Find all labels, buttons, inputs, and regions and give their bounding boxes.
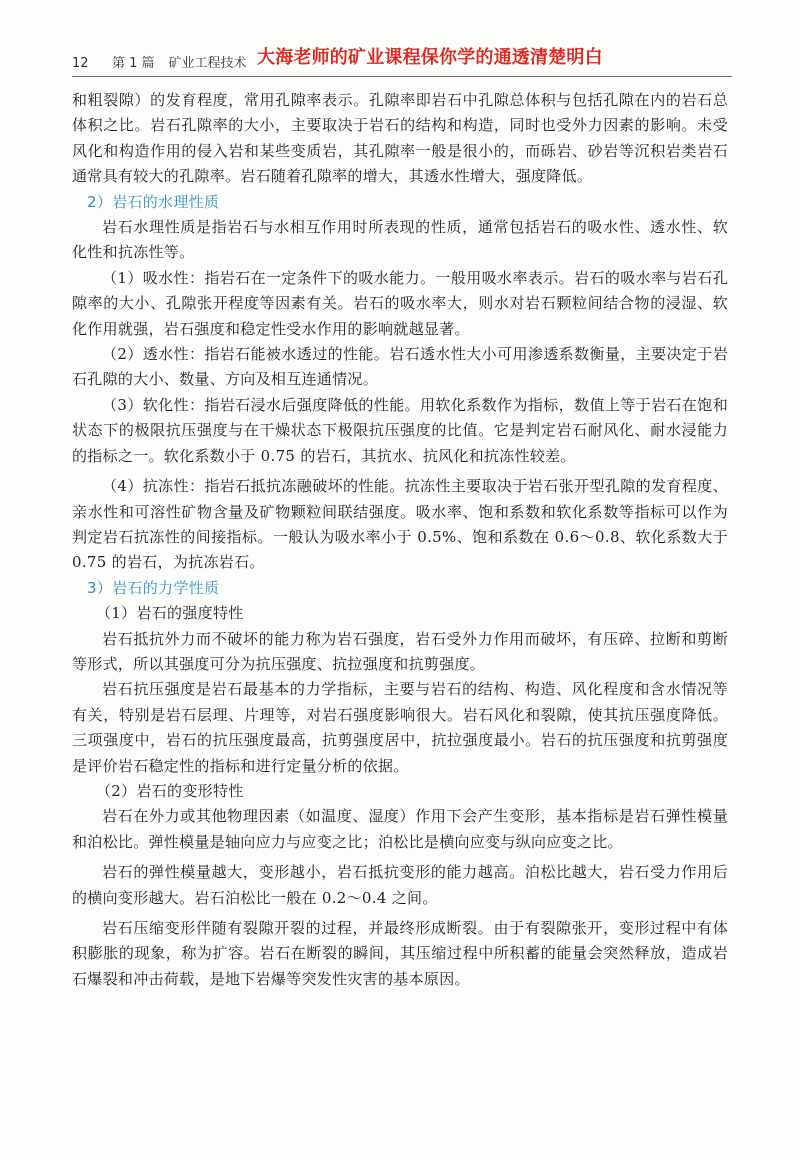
paragraph: 岩石抗压强度是岩石最基本的力学指标，主要与岩石的结构、构造、风化程度和含水情况等有关，特别是岩石层理、片理等，对岩石强度影响很大。岩石风化和裂隙，使其抗压强度降低。三项强度中，岩石的抗压强度最高，抗剪强度居中，抗拉强度最小。岩石的抗压强度和抗剪强度是评价岩石稳定性的指标和进行定量分析的依据。 (72, 680, 728, 775)
section-heading-water: 2）岩石的水理性质 (87, 192, 220, 211)
paragraph: 和粗裂隙）的发育程度，常用孔隙率表示。孔隙率即岩石中孔隙总体积与包括孔隙在内的岩石总体积之比。岩石孔隙率的大小，主要取决于岩石的结构和构造，同时也受外力因素的影响。未受风化和构造作用的侵入岩和某些变质岩，其孔隙率一般是很小的，而砾岩、砂岩等沉积岩类岩石通常具有较大的孔隙率。岩石随着孔隙率的增大，其透水性增大，强度降低。 (72, 91, 728, 186)
paragraph: 岩石水理性质是指岩石与水相互作用时所表现的性质，通常包括岩石的吸水性、透水性、软化性和抗冻性等。 (72, 218, 728, 262)
section-title: 矿业工程技术 (168, 56, 247, 71)
section-heading-mechanics: 3）岩石的力学性质 (87, 578, 220, 597)
paragraph: （3）软化性：指岩石浸水后强度降低的性能。用软化系数作为指标，数值上等于岩石在饱和状态下的极限抗压强度与在干燥状态下极限抗压强度的比值。它是判定岩石耐风化、耐水浸能力的指标之一。软化系数小于 0.75 的岩石，其抗水、抗风化和抗冻性较差。 (72, 395, 728, 465)
page-body (72, 88, 728, 992)
subheading-strength: （1）岩石的强度特性 (96, 604, 244, 623)
page-number: 12 (72, 56, 89, 71)
page-header (72, 47, 732, 77)
paragraph: （2）透水性：指岩石能被水透过的性能。岩石透水性大小可用渗透系数衡量，主要决定于岩石孔隙的大小、数量、方向及相互连通情况。 (72, 345, 728, 389)
subheading-deformation: （2）岩石的变形特性 (96, 781, 244, 800)
paragraph: 岩石抵抗外力而不破坏的能力称为岩石强度，岩石受外力作用而破坏，有压碎、拉断和剪断等形式，所以其强度可分为抗压强度、抗拉强度和抗剪强度。 (72, 629, 728, 673)
paragraph: （4）抗冻性：指岩石抵抗冻融破坏的性能。抗冻性主要取决于岩石张开型孔隙的发育程度、亲水性和可溶性矿物含量及矿物颗粒间联结强度。吸水率、饱和系数和软化系数等指标可以作为判定岩石抗冻性的间接指标。一般认为吸水率小于 0.5%、饱和系数在 0.6～0.8、软化系数大于 0.75 的岩石，为抗冻岩石。 (72, 477, 728, 572)
paragraph: 岩石的弹性模量越大，变形越小，岩石抵抗变形的能力越高。泊松比越大，岩石受力作用后的横向变形越大。岩石泊松比一般在 0.2～0.4 之间。 (72, 863, 728, 907)
paragraph: 岩石在外力或其他物理因素（如温度、湿度）作用下会产生变形，基本指标是岩石弹性模量和泊松比。弹性模量是轴向应力与应变之比；泊松比是横向应变与纵向应变之比。 (72, 807, 728, 851)
paragraph: 岩石压缩变形伴随有裂隙开裂的过程，并最终形成断裂。由于有裂隙张开，变形过程中有体积膨胀的现象，称为扩容。岩石在断裂的瞬间，其压缩过程中所积蓄的能量会突然释放，造成岩石爆裂和冲击荷载，是地下岩爆等突发性灾害的基本原因。 (72, 919, 728, 988)
paragraph: （1）吸水性：指岩石在一定条件下的吸水能力。一般用吸水率表示。岩石的吸水率与岩石孔隙率的大小、孔隙张开程度等因素有关。岩石的吸水率大，则水对岩石颗粒间结合物的浸湿、软化作用就强，岩石强度和稳定性受水作用的影响就越显著。 (72, 268, 728, 338)
part-label: 第 1 篇 (112, 56, 155, 71)
watermark-text: 大海老师的矿业课程保你学的通透清楚明白 (257, 47, 603, 68)
